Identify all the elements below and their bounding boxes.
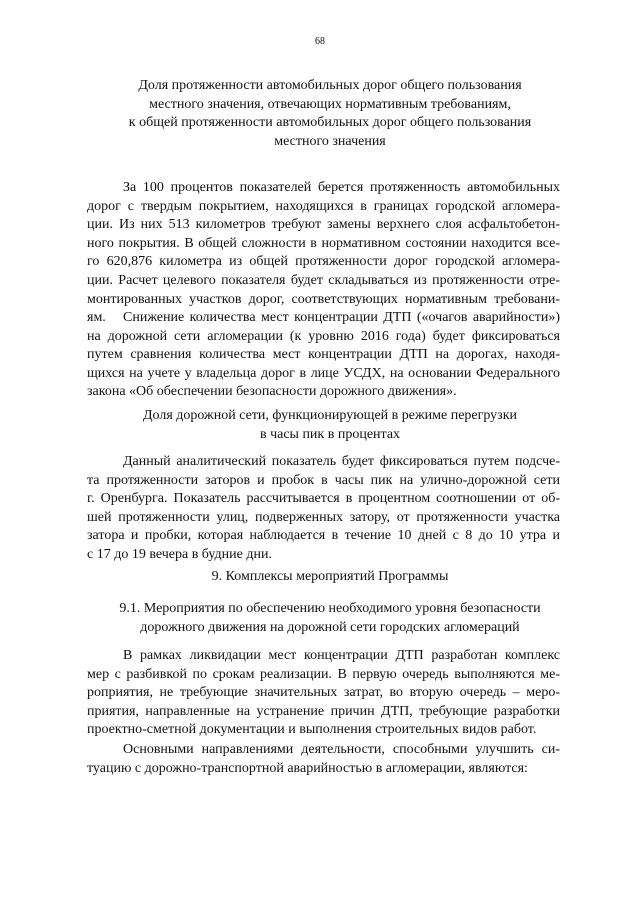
heading-line: дорожного движения на дорожной сети городских агломераций — [140, 619, 520, 635]
paragraph-line: на дорожной сети агломерации (к уровню 2016 года) будет фиксироваться — [87, 328, 560, 344]
paragraph-line: мер с разбивкой по срокам реализации. В первую очередь выполняются ме- — [87, 666, 560, 682]
heading-line: в часы пик в процентах — [259, 426, 401, 442]
heading-line: местного значения, отвечающих нормативным требованиям, — [149, 96, 511, 112]
paragraph-line: та протяженности заторов и пробок в часы пик на улично-дорожной сети — [87, 472, 560, 488]
paragraph-traffic-jams — [87, 453, 560, 565]
paragraph-line: затора и пробки, которая наблюдается в течение 10 дней с 8 до 10 утра и — [87, 528, 560, 544]
paragraph-main-directions — [87, 741, 560, 778]
heading-line: местного значения — [274, 133, 386, 149]
heading-line: Доля протяженности автомобильных дорог общего пользования — [138, 78, 522, 93]
heading-line: Доля дорожной сети, функционирующей в режиме перегрузки — [142, 408, 518, 423]
paragraph-line: Основными направлениями деятельности, способными улучшить си- — [123, 742, 560, 757]
heading-line: 9.1. Мероприятия по обеспечению необходимого уровня безопасности — [119, 601, 541, 616]
page-number: 68 — [315, 36, 325, 47]
section-heading-congestion — [100, 407, 560, 444]
paragraph-line: ции. Расчет целевого показателя будет складываться из протяженности отре- — [87, 272, 560, 288]
paragraph-line: проектно-сметной документации и выполнения строительных видов работ. — [87, 722, 537, 738]
section-heading-road-share — [100, 77, 560, 151]
paragraph-line: г. Оренбурга. Показатель рассчитывается в процентном соотношении от об- — [87, 491, 560, 507]
paragraph-line: роприятия, не требующие значительных затрат, во вторую очередь – меро- — [87, 685, 560, 701]
paragraph-line: ного покрытия. В общей сложности в нормативном состоянии находится все- — [87, 235, 560, 251]
section-heading-program-measures — [100, 568, 560, 587]
paragraph-measure-stages — [87, 647, 560, 740]
paragraph-line: Снижение количества мест концентрации ДТП («очагов аварийности») — [123, 310, 560, 325]
paragraph-accident-spots — [87, 309, 560, 402]
paragraph-line: щихся на учете у владельца дорог в лице УСДХ, на основании Федерального — [87, 365, 560, 381]
paragraph-line: с 17 до 19 вечера в будние дни. — [87, 546, 272, 562]
paragraph-line: путем сравнения количества мест концентрации ДТП на дорогах, находя- — [87, 347, 560, 363]
paragraph-line: го 620,876 километра из общей протяженности дорог городской агломера- — [87, 254, 560, 270]
paragraph-line: Данный аналитический показатель будет фиксироваться путем подсче- — [123, 454, 560, 469]
heading-line: к общей протяженности автомобильных дорог общего пользования — [128, 115, 532, 130]
paragraph-line: приятия, направленные на устранение причин ДТП, требующие разработки — [87, 703, 560, 719]
paragraph-line: дорог с твердым покрытием, находящихся в границах городской агломера- — [87, 198, 560, 214]
paragraph-line: закона «Об обеспечении безопасности дорожного движения». — [87, 384, 457, 400]
paragraph-line: ям. — [87, 310, 106, 326]
paragraph-line: В рамках ликвидации мест концентрации ДТП разработан комплекс — [123, 648, 560, 663]
heading-line: 9. Комплексы мероприятий Программы — [211, 569, 449, 584]
paragraph-line: За 100 процентов показателей берется протяженность автомобильных — [123, 180, 560, 195]
paragraph-line: ции. Из них 513 километров требуют замены верхнего слоя асфальтобетон- — [87, 217, 560, 233]
subsection-heading-safety-measures — [100, 600, 560, 637]
paragraph-line: монтированных участков дорог, соответствующих нормативным требовани- — [87, 291, 560, 307]
paragraph-road-length — [87, 179, 560, 328]
paragraph-line: туацию с дорожно-транспортной аварийностью в агломерации, являются: — [87, 760, 528, 776]
paragraph-line: шей протяженности улиц, подверженных затору, от протяженности участка — [87, 509, 560, 525]
